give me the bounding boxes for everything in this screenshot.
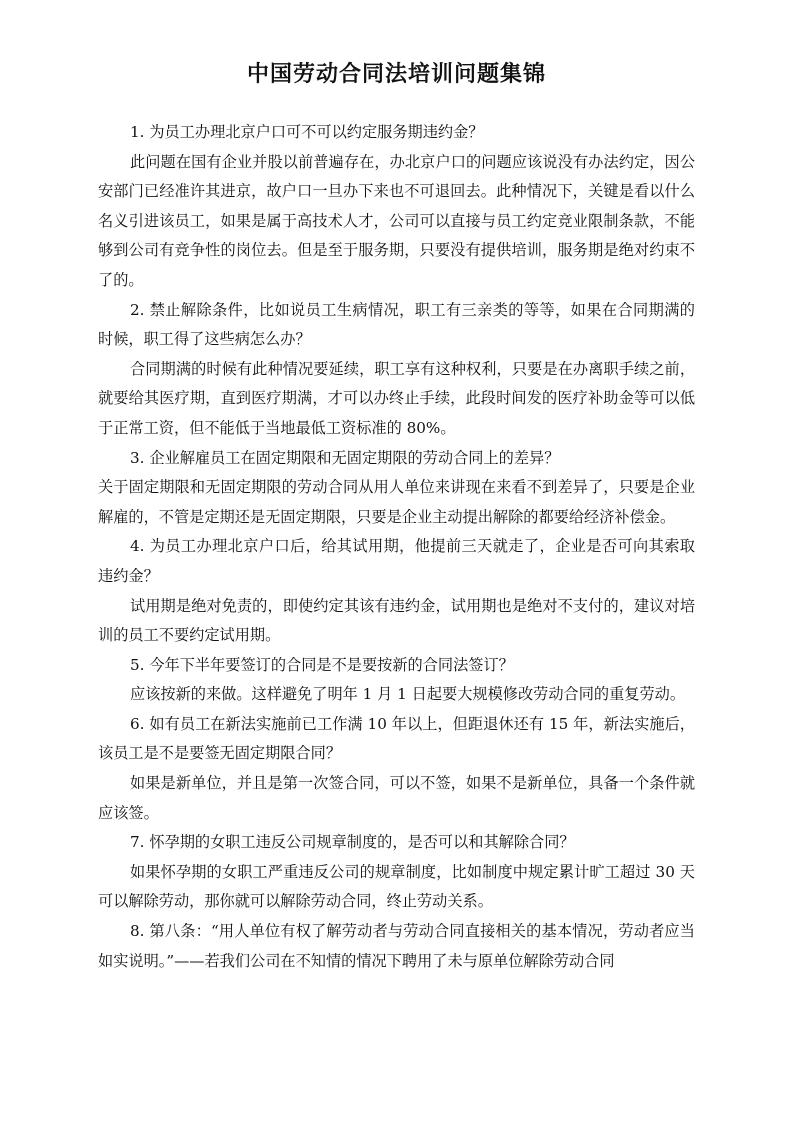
paragraph: 合同期满的时候有此种情况要延续，职工享有这种权利，只要是在办离职手续之前，就要给其医疗期，直到医疗期满，才可以办终止手续，此段时间发的医疗补助金等可以低于正常工资，但不能低于当地最低工资标准的 80%。 [98, 359, 695, 437]
paragraph: 3. 企业解雇员工在固定期限和无固定期限的劳动合同上的差异？ [130, 448, 560, 467]
paragraph: 如果怀孕期的女职工严重违反公司的规章制度，比如制度中规定累计旷工超过 30 天可以解除劳动，那你就可以解除劳动合同，终止劳动关系。 [98, 862, 695, 911]
paragraph: 4. 为员工办理北京户口后，给其试用期，他提前三天就走了，企业是否可向其索取违约金？ [98, 537, 695, 585]
paragraph: 如果是新单位，并且是第一次签合同，可以不签，如果不是新单位，具备一个条件就应该签。 [98, 774, 695, 822]
paragraph: 8. 第八条：“用人单位有权了解劳动者与劳动合同直接相关的基本情况，劳动者应当如实说明。”——若我们公司在不知情的情况下聘用了未与原单位解除劳动合同 [98, 922, 695, 970]
paragraph: 1. 为员工办理北京户口可不可以约定服务期违约金？ [130, 123, 484, 141]
paragraph: 5. 今年下半年要签订的合同是不是要按新的合同法签订？ [130, 655, 514, 674]
paragraph: 应该按新的来做。这样避免了明年 1 月 1 日起要大规模修改劳动合同的重复劳动。 [130, 685, 686, 704]
document-title: 中国劳动合同法培训问题集锦 [246, 62, 546, 87]
paragraph: 7. 怀孕期的女职工违反公司规章制度的，是否可以和其解除合同？ [130, 833, 575, 852]
paragraph: 6. 如有员工在新法实施前已工作满 10 年以上，但距退休还有 15 年，新法实施后，该员工是不是要签无固定期限合同？ [98, 714, 695, 763]
paragraph: 2. 禁止解除条件，比如说员工生病情况，职工有三亲类的等等，如果在合同期满的时候，职工得了这些病怎么办？ [98, 300, 695, 349]
paragraph: 试用期是绝对免责的，即使约定其该有违约金，试用期也是绝对不支付的，建议对培训的员工不要约定试用期。 [98, 596, 695, 645]
document-body [98, 118, 695, 976]
paragraph: 关于固定期限和无固定期限的劳动合同从用人单位来讲现在来看不到差异了，只要是企业解雇的，不管是定期还是无固定期限，只要是企业主动提出解除的都要给经济补偿金。 [98, 478, 695, 526]
paragraph: 此问题在国有企业并股以前普遍存在，办北京户口的问题应该说没有办法约定，因公安部门已经准许其进京，故户口一旦办下来也不可退回去。此种情况下，关键是看以什么名义引进该员工，如果是属于高技术人才，公司可以直接与员工约定竞业限制条款，不能够到公司有竞争性的岗位去。但是至于服务期，只要没有提供培训，服务期是绝对约束不了的。 [98, 152, 695, 289]
